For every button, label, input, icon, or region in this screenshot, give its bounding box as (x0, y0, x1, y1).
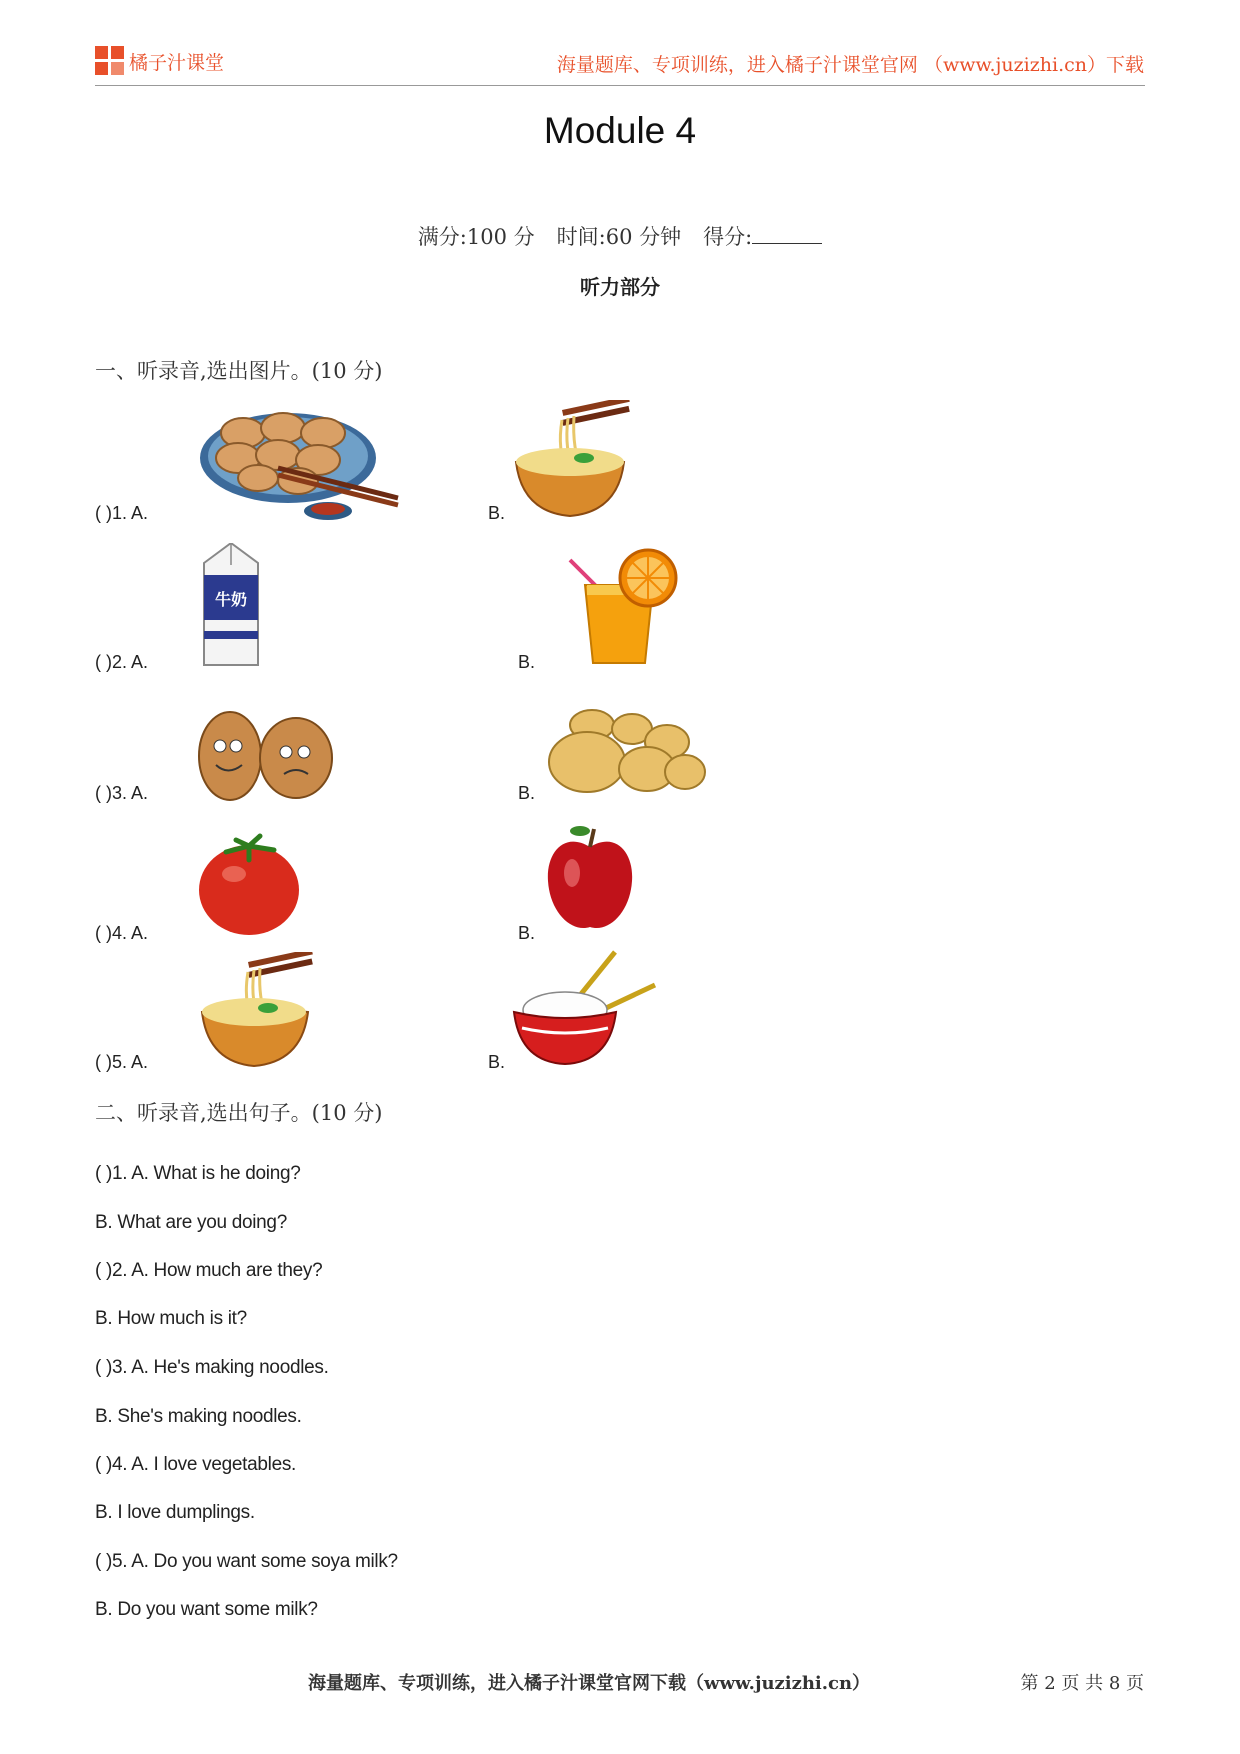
dumplings-icon (198, 403, 403, 523)
sentence-option-b: B. Do you want some milk? (95, 1599, 318, 1620)
apple-icon (544, 823, 636, 935)
option-b-label: B. (518, 652, 536, 672)
brand-logo-icon (95, 46, 125, 76)
question-label: ( )4. A. (95, 923, 149, 943)
sentence-option-b: B. How much is it? (95, 1308, 247, 1329)
carton-text: 牛奶 (214, 590, 248, 609)
question-label: ( )1. A. (95, 503, 149, 523)
header-slogan: 海量题库、专项训练，进入橘子汁课堂官网 （www.juzizhi.cn）下载 (556, 54, 1144, 76)
brand-logo (95, 44, 230, 74)
score-line (0, 221, 1240, 251)
picture-question-1 (95, 503, 148, 524)
page-number: 第 2 页 共 8 页 (1020, 1673, 1144, 1694)
option-b-label: B. (518, 923, 536, 943)
header-divider (95, 85, 1145, 86)
listening-heading: 听力部分 (580, 275, 660, 299)
page-title: Module 4 (543, 110, 697, 151)
eggs-icon (198, 710, 333, 802)
noodles-icon (198, 952, 313, 1070)
question-label: ( )2. A. (95, 652, 149, 672)
question-label: ( )5. A. (95, 1052, 149, 1072)
score-label: 得分: (703, 225, 753, 249)
sentence-question-1: ( )1. A. What is he doing? (95, 1163, 301, 1184)
score-blank[interactable] (752, 223, 822, 244)
footer-slogan: 海量题库、专项训练，进入橘子汁课堂官网下载（www.juzizhi.cn） (308, 1673, 871, 1694)
orange-juice-icon (565, 545, 680, 670)
potatoes-icon (547, 707, 707, 799)
section2-title: 二、听录音,选出句子。(10 分) (95, 1101, 383, 1125)
sentence-option-b: B. I love dumplings. (95, 1502, 255, 1523)
sentence-question-2: ( )2. A. How much are they? (95, 1260, 323, 1281)
milk-carton-icon (196, 543, 266, 668)
question-label: ( )3. A. (95, 783, 149, 803)
time-limit: 时间:60 分钟 (556, 225, 682, 249)
sentence-question-5: ( )5. A. Do you want some soya milk? (95, 1551, 398, 1572)
full-marks: 满分:100 分 (417, 225, 535, 249)
sentence-question-3: ( )3. A. He's making noodles. (95, 1357, 329, 1378)
sentence-option-b: B. She's making noodles. (95, 1406, 302, 1427)
option-b-label: B. (488, 1052, 506, 1072)
tomato-icon (198, 832, 300, 936)
picture-question-3 (95, 783, 148, 804)
picture-question-5 (95, 1052, 148, 1073)
brand-name: 橘子汁课堂 (129, 52, 225, 74)
option-b-label: B. (488, 503, 506, 523)
noodles-icon (512, 400, 630, 522)
picture-question-2 (95, 652, 148, 673)
picture-question-4 (95, 923, 148, 944)
sentence-question-4: ( )4. A. I love vegetables. (95, 1454, 297, 1475)
option-b-label: B. (518, 783, 536, 803)
section1-title: 一、听录音,选出图片。(10 分) (95, 359, 383, 383)
rice-bowl-icon (510, 950, 660, 1070)
sentence-option-b: B. What are you doing? (95, 1212, 287, 1233)
